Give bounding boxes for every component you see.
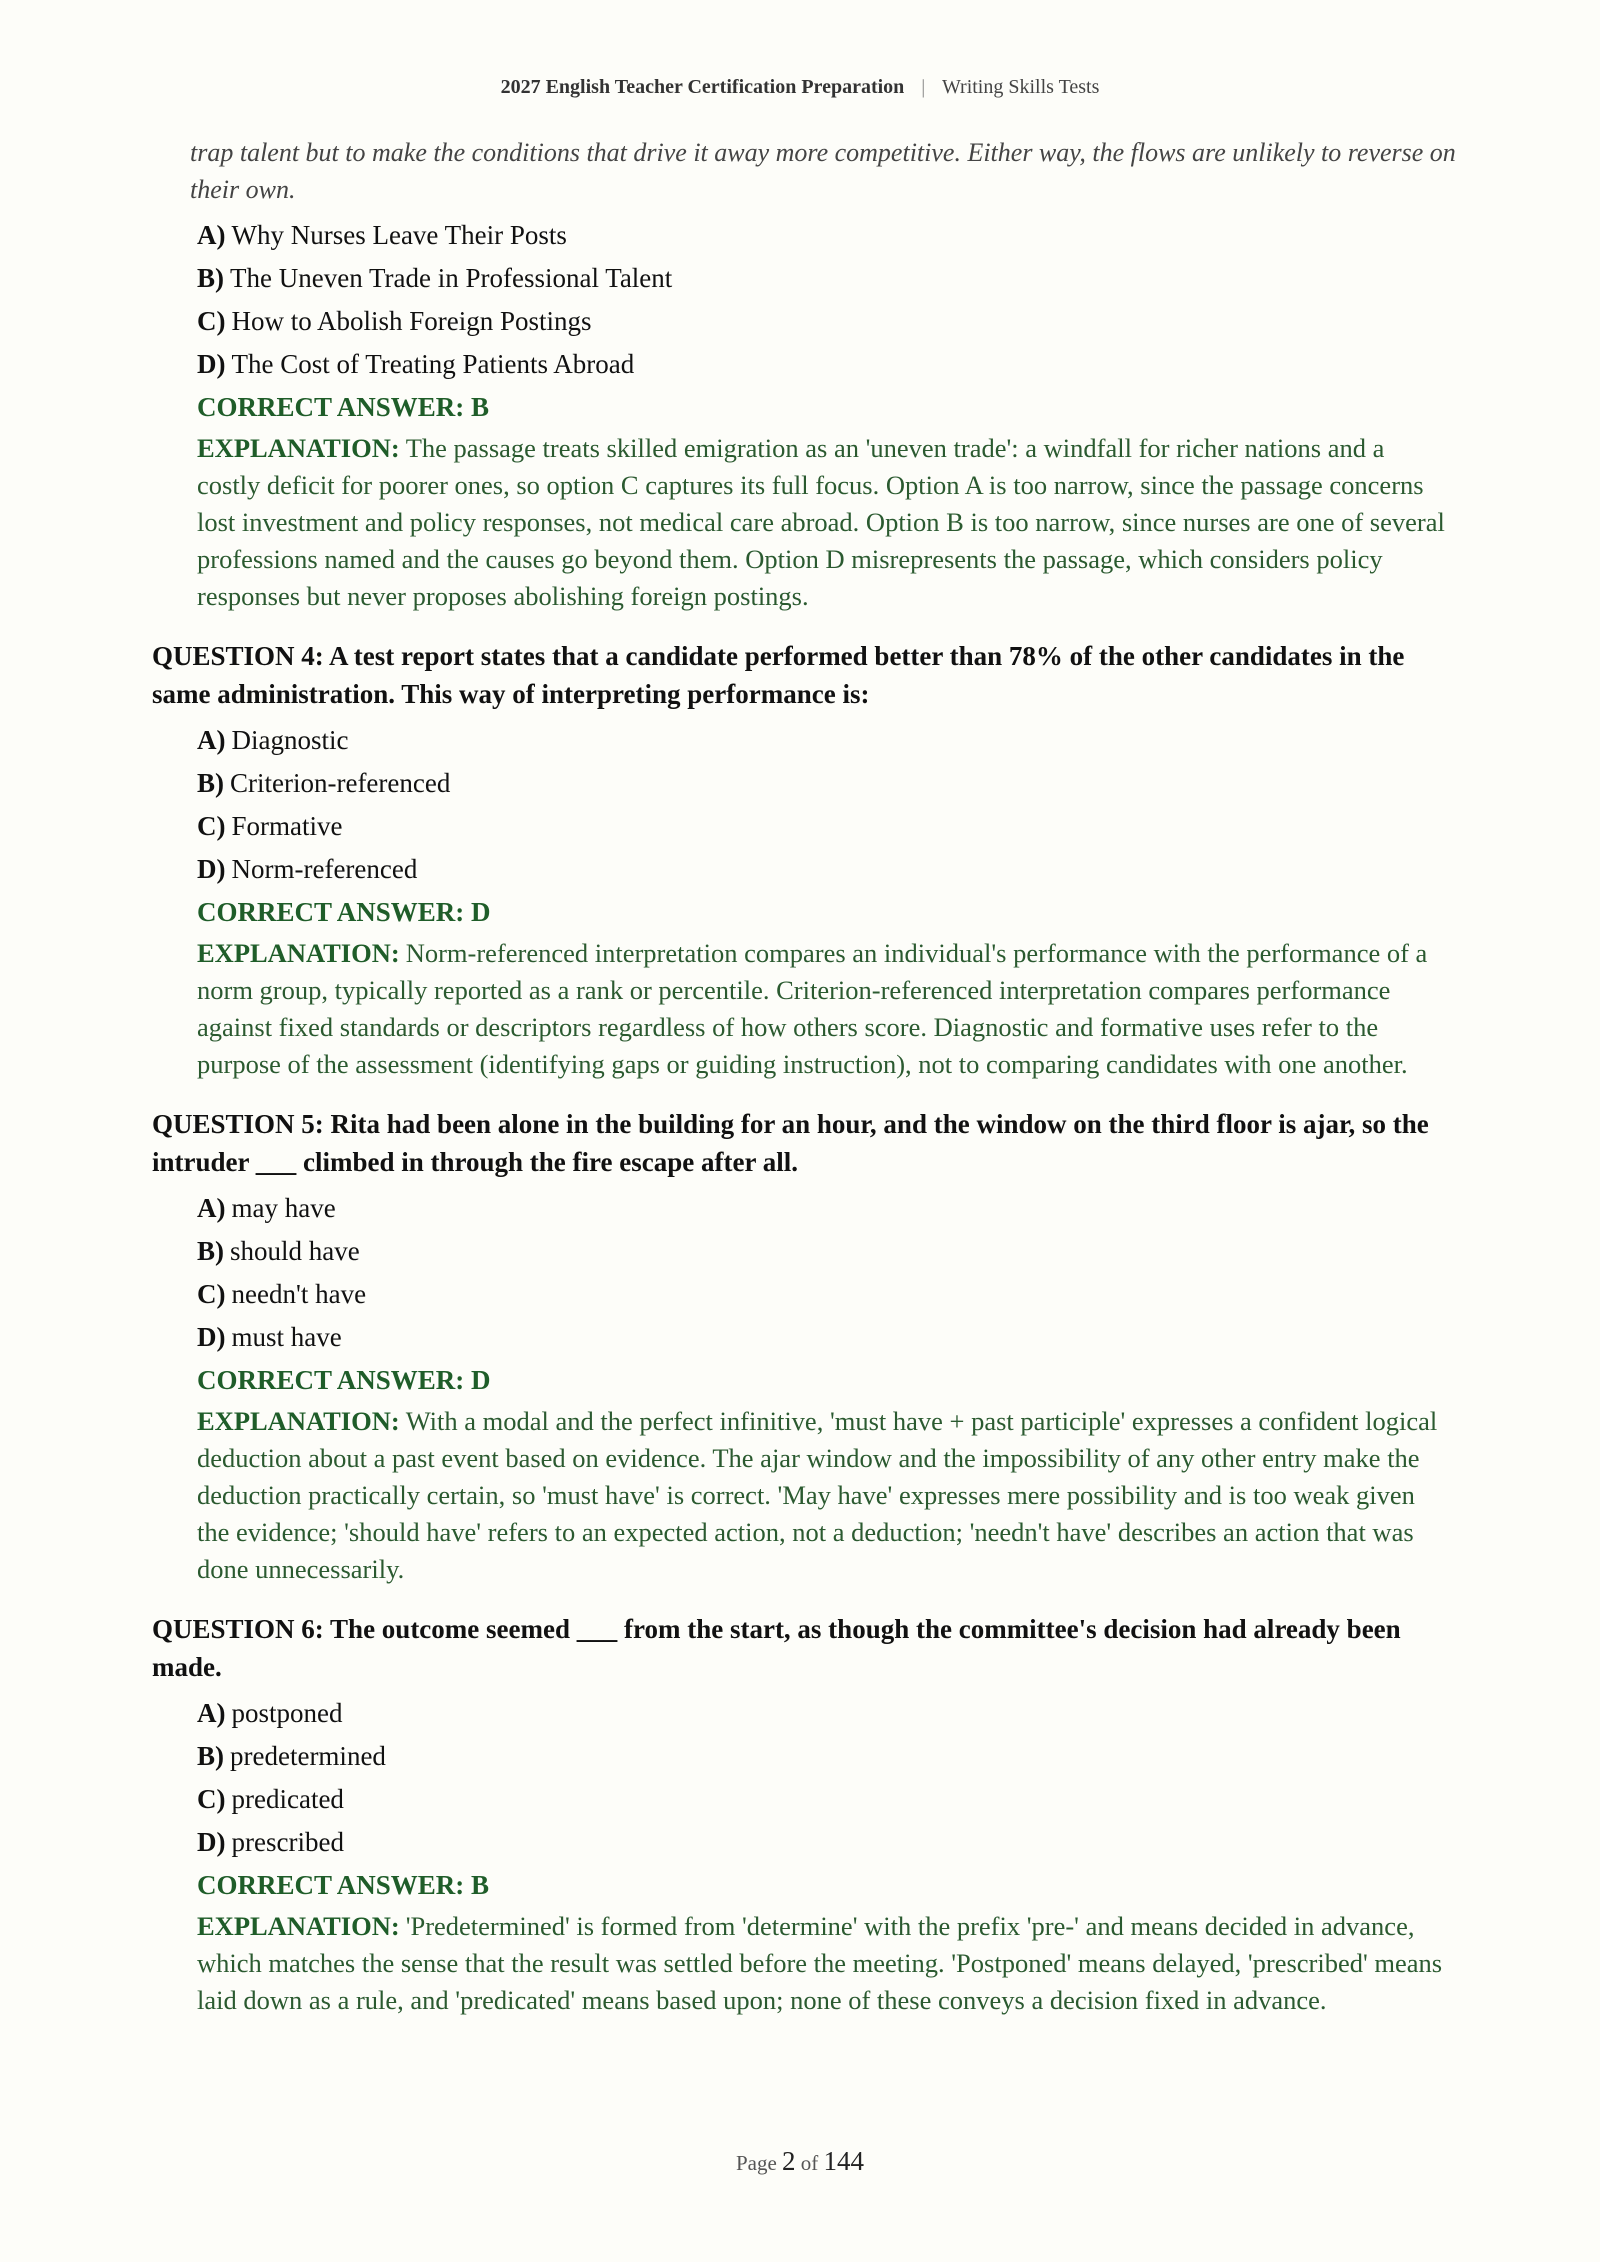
q4-correct-answer: CORRECT ANSWER: D — [197, 897, 491, 927]
page-footer — [0, 2146, 1600, 2177]
option-letter: B) — [197, 263, 224, 293]
q5-option-a — [197, 1187, 1452, 1230]
q3-correct-answer: CORRECT ANSWER: B — [197, 392, 490, 422]
explanation-label: EXPLANATION: — [197, 938, 400, 968]
page-word: Page — [735, 2151, 777, 2175]
option-letter: C) — [197, 1279, 226, 1309]
page-content — [152, 134, 1456, 2019]
option-text: postponed — [231, 1698, 343, 1728]
q4-option-d — [197, 848, 1452, 891]
q5-explanation — [197, 1403, 1452, 1588]
option-letter: C) — [197, 811, 226, 841]
q5-stem: QUESTION 5: Rita had been alone in the building for an hour, and the window on the third floor is ajar, so the intruder ___ climbed in through the fire escape after all. — [152, 1109, 1429, 1177]
q6-option-a — [197, 1692, 1452, 1735]
option-letter: D) — [197, 1827, 226, 1857]
option-letter: C) — [197, 306, 226, 336]
explanation-text: Norm-referenced interpretation compares an individual's performance with the performance of a norm group, typically reported as a rank or percentile. Criterion-referenced interpretation compares performance against fixed standards or descriptors regardless of how others score. Diagnostic and formative uses refer to the purpose of the assessment (identifying gaps or guiding instruction), not to comparing candidates with one another. — [197, 938, 1428, 1079]
option-letter: B) — [197, 1741, 224, 1771]
option-text: Formative — [231, 811, 343, 841]
option-letter: D) — [197, 854, 226, 884]
q4-option-a — [197, 719, 1452, 762]
q5-option-d — [197, 1316, 1452, 1359]
option-letter: B) — [197, 1236, 224, 1266]
q6-explanation — [197, 1908, 1452, 2019]
option-letter: D) — [197, 1322, 226, 1352]
option-text: predicated — [231, 1784, 344, 1814]
option-text: The Uneven Trade in Professional Talent — [230, 263, 673, 293]
option-text: predetermined — [230, 1741, 386, 1771]
explanation-text: 'Predetermined' is formed from 'determine' with the prefix 'pre-' and means decided in advance, which matches the sense that the result was settled before the meeting. 'Postponed' means delayed, 'prescribed' means laid down as a rule, and 'predicated' means based upon; none of these conveys a decision fixed in advance. — [197, 1911, 1443, 2015]
option-letter: A) — [197, 725, 226, 755]
q6-option-d — [197, 1821, 1452, 1864]
explanation-text: With a modal and the perfect infinitive, 'must have + past participle' expresses a confident logical deduction about a past event based on evidence. The ajar window and the impossibility of any other entry make the deduction practically certain, so 'must have' is correct. 'May have' expresses mere possibility and is too weak given the evidence; 'should have' refers to an expected action, not a deduction; 'needn't have' describes an action that was done unnecessarily. — [197, 1406, 1438, 1584]
of-word: of — [800, 2151, 819, 2175]
option-letter: A) — [197, 1193, 226, 1223]
page-number: 2 — [782, 2146, 796, 2176]
header-separator: | — [921, 76, 926, 98]
explanation-label: EXPLANATION: — [197, 433, 400, 463]
question-6-block — [152, 1610, 1452, 2019]
q4-option-c — [197, 805, 1452, 848]
q6-option-c — [197, 1778, 1452, 1821]
q6-option-b — [197, 1735, 1452, 1778]
q4-explanation — [197, 935, 1452, 1083]
question-5-block — [152, 1105, 1452, 1588]
question-3-block — [152, 214, 1452, 615]
passage-text: trap talent but to make the conditions that drive it away more competitive. Either way, the flows are unlikely to reverse on their own. — [190, 138, 1456, 204]
option-text: Norm-referenced — [231, 854, 418, 884]
option-text: should have — [230, 1236, 360, 1266]
q4-stem: QUESTION 4: A test report states that a candidate performed better than 78% of the other candidates in the same administration. This way of interpreting performance is: — [152, 641, 1405, 709]
q5-correct-answer: CORRECT ANSWER: D — [197, 1365, 491, 1395]
q6-correct-answer: CORRECT ANSWER: B — [197, 1870, 490, 1900]
q3-option-a — [197, 214, 1452, 257]
q5-option-c — [197, 1273, 1452, 1316]
option-letter: C) — [197, 1784, 226, 1814]
option-letter: B) — [197, 768, 224, 798]
q3-option-d — [197, 343, 1452, 386]
explanation-text: The passage treats skilled emigration as an 'uneven trade': a windfall for richer nations and a costly deficit for poorer ones, so option C captures its full focus. Option A is too narrow, since the passage concerns lost investment and policy responses, not medical care abroad. Option B is too narrow, since nurses are one of several professions named and the causes go beyond them. Option D misrepresents the passage, which considers policy responses but never proposes abolishing foreign postings. — [197, 433, 1445, 611]
option-text: The Cost of Treating Patients Abroad — [231, 349, 635, 379]
explanation-label: EXPLANATION: — [197, 1406, 400, 1436]
page-header — [0, 76, 1600, 99]
option-letter: D) — [197, 349, 226, 379]
q4-option-b — [197, 762, 1452, 805]
header-subtitle: Writing Skills Tests — [941, 76, 1100, 98]
option-text: needn't have — [231, 1279, 367, 1309]
q3-explanation — [197, 430, 1452, 615]
option-text: Diagnostic — [231, 725, 349, 755]
option-letter: A) — [197, 1698, 226, 1728]
option-text: How to Abolish Foreign Postings — [231, 306, 592, 336]
option-text: prescribed — [231, 1827, 344, 1857]
option-text: may have — [231, 1193, 336, 1223]
header-title: 2027 English Teacher Certification Preparation — [500, 76, 905, 98]
question-4-block — [152, 637, 1452, 1083]
option-letter: A) — [197, 220, 226, 250]
total-pages: 144 — [823, 2146, 865, 2176]
option-text: must have — [231, 1322, 342, 1352]
option-text: Criterion-referenced — [230, 768, 451, 798]
q3-option-c — [197, 300, 1452, 343]
explanation-label: EXPLANATION: — [197, 1911, 400, 1941]
q3-option-b — [197, 257, 1452, 300]
q6-stem: QUESTION 6: The outcome seemed ___ from the start, as though the committee's decision had already been made. — [152, 1614, 1401, 1682]
q5-option-b — [197, 1230, 1452, 1273]
option-text: Why Nurses Leave Their Posts — [231, 220, 567, 250]
